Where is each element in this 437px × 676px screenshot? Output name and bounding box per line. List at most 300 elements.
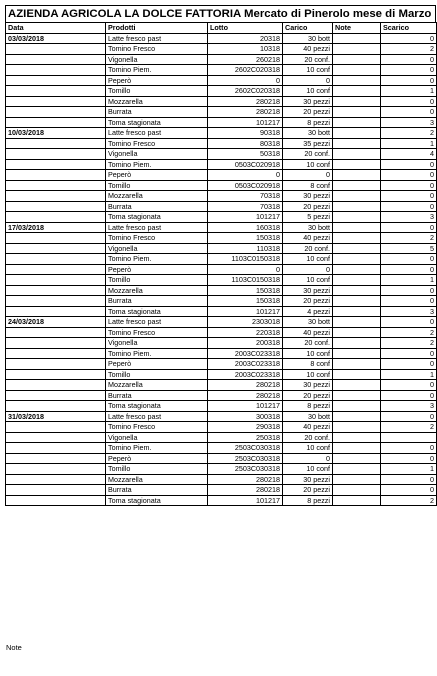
scarico-cell: 0 [381,317,437,328]
date-cell [6,453,106,464]
table-row [6,180,437,191]
lotto-cell: 280218 [208,380,283,391]
carico-cell: 20 pezzi [283,107,333,118]
carico-cell: 40 pezzi [283,422,333,433]
lotto-cell: 0503C020918 [208,159,283,170]
carico-cell: 20 conf. [283,432,333,443]
note-cell [333,338,381,349]
scarico-cell: 0 [381,75,437,86]
note-cell [333,474,381,485]
product-cell: Burrata [106,201,208,212]
product-cell: Mozzarella [106,380,208,391]
scarico-cell: 1 [381,464,437,475]
table-row [6,359,437,370]
product-cell: Mozzarella [106,191,208,202]
carico-cell: 10 conf [283,254,333,265]
date-cell [6,306,106,317]
lotto-cell: 1103C0150318 [208,275,283,286]
inventory-table [5,22,437,506]
carico-cell: 4 pezzi [283,306,333,317]
lotto-cell: 101217 [208,212,283,223]
product-cell: Tomillo [106,86,208,97]
carico-cell: 0 [283,264,333,275]
note-cell [333,159,381,170]
note-cell [333,348,381,359]
product-cell: Toma stagionata [106,495,208,506]
product-cell: Tomino Fresco [106,327,208,338]
carico-cell: 30 bott [283,317,333,328]
table-row [6,422,437,433]
product-cell: Tomino Piem. [106,443,208,454]
lotto-cell: 10318 [208,44,283,55]
carico-cell: 20 pezzi [283,390,333,401]
date-cell [6,44,106,55]
note-cell [333,285,381,296]
note-cell [333,359,381,370]
product-cell: Tomino Fresco [106,138,208,149]
lotto-cell: 2503C030318 [208,443,283,454]
scarico-cell: 0 [381,33,437,44]
scarico-cell: 5 [381,243,437,254]
table-row [6,44,437,55]
note-cell [333,254,381,265]
carico-cell: 8 pezzi [283,495,333,506]
carico-cell: 0 [283,170,333,181]
table-row [6,485,437,496]
note-cell [333,44,381,55]
header-lotto: Lotto [208,23,283,34]
table-row [6,369,437,380]
table-row [6,128,437,139]
note-cell [333,327,381,338]
note-cell [333,117,381,128]
table-row [6,453,437,464]
header-scarico: Scarico [381,23,437,34]
product-cell: Latte fresco past [106,222,208,233]
scarico-cell: 0 [381,264,437,275]
table-row [6,233,437,244]
date-cell [6,390,106,401]
lotto-cell: 2503C030318 [208,453,283,464]
carico-cell: 30 bott [283,222,333,233]
date-cell: 24/03/2018 [6,317,106,328]
date-cell [6,338,106,349]
date-cell [6,191,106,202]
note-cell [333,33,381,44]
scarico-cell: 0 [381,201,437,212]
note-cell [333,422,381,433]
date-cell [6,285,106,296]
date-cell [6,212,106,223]
carico-cell: 8 pezzi [283,401,333,412]
product-cell: Burrata [106,390,208,401]
scarico-cell: 0 [381,485,437,496]
date-cell [6,254,106,265]
note-cell [333,149,381,160]
scarico-cell: 0 [381,65,437,76]
carico-cell: 8 conf [283,359,333,370]
lotto-cell: 280218 [208,474,283,485]
lotto-cell: 150318 [208,285,283,296]
carico-cell: 10 conf [283,65,333,76]
sheet-title: AZIENDA AGRICOLA LA DOLCE FATTORIA Mercato di Pinerolo mese di Marzo [5,5,436,22]
date-cell: 03/03/2018 [6,33,106,44]
scarico-cell: 0 [381,159,437,170]
table-row [6,264,437,275]
product-cell: Tomillo [106,275,208,286]
scarico-cell [381,432,437,443]
table-row [6,33,437,44]
lotto-cell: 101217 [208,401,283,412]
table-row [6,191,437,202]
table-row [6,474,437,485]
scarico-cell: 2 [381,422,437,433]
spreadsheet [5,5,436,506]
note-cell [333,65,381,76]
lotto-cell: 260218 [208,54,283,65]
table-row [6,243,437,254]
carico-cell: 10 conf [283,159,333,170]
header-carico: Carico [283,23,333,34]
date-cell [6,422,106,433]
carico-cell: 30 bott [283,33,333,44]
product-cell: Latte fresco past [106,33,208,44]
table-row [6,464,437,475]
date-cell [6,75,106,86]
carico-cell: 30 bott [283,128,333,139]
scarico-cell: 0 [381,359,437,370]
carico-cell: 5 pezzi [283,212,333,223]
product-cell: Tomino Piem. [106,65,208,76]
date-cell [6,348,106,359]
lotto-cell: 90318 [208,128,283,139]
note-cell [333,180,381,191]
lotto-cell: 101217 [208,117,283,128]
date-cell [6,359,106,370]
table-row [6,117,437,128]
scarico-cell: 2 [381,338,437,349]
note-cell [333,128,381,139]
product-cell: Vigonella [106,432,208,443]
date-cell [6,149,106,160]
table-row [6,317,437,328]
carico-cell: 8 pezzi [283,117,333,128]
lotto-cell: 0 [208,75,283,86]
note-cell [333,443,381,454]
note-cell [333,317,381,328]
scarico-cell: 0 [381,390,437,401]
product-cell: Mozzarella [106,96,208,107]
note-cell [333,243,381,254]
carico-cell: 20 pezzi [283,485,333,496]
note-cell [333,212,381,223]
table-row [6,159,437,170]
scarico-cell: 4 [381,149,437,160]
lotto-cell: 0 [208,264,283,275]
scarico-cell: 0 [381,453,437,464]
carico-cell: 30 pezzi [283,285,333,296]
header-row [6,23,437,34]
carico-cell: 0 [283,75,333,86]
date-cell [6,443,106,454]
product-cell: Tomino Piem. [106,159,208,170]
scarico-cell: 2 [381,233,437,244]
date-cell [6,159,106,170]
note-cell [333,96,381,107]
lotto-cell: 2503C030318 [208,464,283,475]
table-row [6,212,437,223]
date-cell [6,170,106,181]
carico-cell: 30 pezzi [283,191,333,202]
carico-cell: 20 conf. [283,338,333,349]
lotto-cell: 250318 [208,432,283,443]
date-cell [6,180,106,191]
table-row [6,306,437,317]
note-cell [333,306,381,317]
note-cell [333,107,381,118]
product-cell: Vigonella [106,338,208,349]
product-cell: Tomillo [106,464,208,475]
note-cell [333,380,381,391]
lotto-cell: 1103C0150318 [208,254,283,265]
product-cell: Latte fresco past [106,317,208,328]
date-cell [6,327,106,338]
scarico-cell: 0 [381,296,437,307]
header-note: Note [333,23,381,34]
date-cell: 10/03/2018 [6,128,106,139]
lotto-cell: 300318 [208,411,283,422]
note-cell [333,453,381,464]
product-cell: Tomino Fresco [106,422,208,433]
carico-cell: 40 pezzi [283,327,333,338]
table-row [6,86,437,97]
table-row [6,338,437,349]
table-row [6,401,437,412]
scarico-cell: 0 [381,180,437,191]
carico-cell: 35 pezzi [283,138,333,149]
scarico-cell: 1 [381,86,437,97]
product-cell: Latte fresco past [106,411,208,422]
scarico-cell: 1 [381,275,437,286]
lotto-cell: 2003C023318 [208,348,283,359]
scarico-cell: 0 [381,54,437,65]
scarico-cell: 3 [381,212,437,223]
carico-cell: 0 [283,453,333,464]
product-cell: Peperò [106,453,208,464]
carico-cell: 10 conf [283,369,333,380]
header-data: Data [6,23,106,34]
product-cell: Burrata [106,296,208,307]
scarico-cell: 0 [381,191,437,202]
carico-cell: 20 pezzi [283,296,333,307]
carico-cell: 20 conf. [283,243,333,254]
product-cell: Peperò [106,170,208,181]
product-cell: Vigonella [106,243,208,254]
date-cell [6,54,106,65]
note-cell [333,401,381,412]
lotto-cell: 0 [208,170,283,181]
note-cell [333,390,381,401]
scarico-cell: 1 [381,369,437,380]
date-cell [6,117,106,128]
scarico-cell: 0 [381,443,437,454]
product-cell: Mozzarella [106,285,208,296]
date-cell [6,380,106,391]
lotto-cell: 2003C023318 [208,369,283,380]
product-cell: Burrata [106,107,208,118]
lotto-cell: 101217 [208,495,283,506]
lotto-cell: 20318 [208,33,283,44]
carico-cell: 30 pezzi [283,96,333,107]
table-row [6,296,437,307]
product-cell: Toma stagionata [106,117,208,128]
footer-note: Note [6,643,22,652]
product-cell: Vigonella [106,149,208,160]
date-cell [6,107,106,118]
product-cell: Vigonella [106,54,208,65]
note-cell [333,369,381,380]
note-cell [333,170,381,181]
scarico-cell: 3 [381,401,437,412]
note-cell [333,485,381,496]
scarico-cell: 1 [381,138,437,149]
scarico-cell: 3 [381,117,437,128]
product-cell: Tomino Fresco [106,233,208,244]
scarico-cell: 0 [381,96,437,107]
carico-cell: 10 conf [283,443,333,454]
date-cell: 31/03/2018 [6,411,106,422]
table-row [6,107,437,118]
product-cell: Tomillo [106,180,208,191]
table-row [6,432,437,443]
product-cell: Tomino Piem. [106,348,208,359]
note-cell [333,86,381,97]
lotto-cell: 80318 [208,138,283,149]
scarico-cell: 0 [381,285,437,296]
product-cell: Peperò [106,359,208,370]
table-row [6,411,437,422]
note-cell [333,222,381,233]
lotto-cell: 280218 [208,107,283,118]
lotto-cell: 150318 [208,296,283,307]
date-cell [6,65,106,76]
scarico-cell: 0 [381,170,437,181]
carico-cell: 8 conf [283,180,333,191]
date-cell [6,296,106,307]
product-cell: Burrata [106,485,208,496]
carico-cell: 10 conf [283,275,333,286]
carico-cell: 30 pezzi [283,380,333,391]
date-cell [6,86,106,97]
table-row [6,285,437,296]
scarico-cell: 0 [381,380,437,391]
carico-cell: 10 conf [283,86,333,97]
product-cell: Peperò [106,75,208,86]
scarico-cell: 2 [381,128,437,139]
table-row [6,170,437,181]
note-cell [333,495,381,506]
table-row [6,138,437,149]
table-row [6,222,437,233]
date-cell [6,264,106,275]
product-cell: Peperò [106,264,208,275]
table-row [6,65,437,76]
carico-cell: 20 conf. [283,54,333,65]
note-cell [333,233,381,244]
date-cell: 17/03/2018 [6,222,106,233]
product-cell: Tomillo [106,369,208,380]
note-cell [333,411,381,422]
product-cell: Mozzarella [106,474,208,485]
lotto-cell: 2003C023318 [208,359,283,370]
product-cell: Toma stagionata [106,401,208,412]
product-cell: Toma stagionata [106,306,208,317]
lotto-cell: 280218 [208,390,283,401]
carico-cell: 10 conf [283,464,333,475]
scarico-cell: 0 [381,474,437,485]
lotto-cell: 220318 [208,327,283,338]
lotto-cell: 200318 [208,338,283,349]
table-row [6,75,437,86]
note-cell [333,75,381,86]
note-cell [333,191,381,202]
product-cell: Tomino Fresco [106,44,208,55]
scarico-cell: 3 [381,306,437,317]
note-cell [333,275,381,286]
note-cell [333,264,381,275]
note-cell [333,138,381,149]
table-row [6,443,437,454]
table-row [6,348,437,359]
scarico-cell: 0 [381,348,437,359]
date-cell [6,401,106,412]
lotto-cell: 50318 [208,149,283,160]
table-row [6,327,437,338]
carico-cell: 40 pezzi [283,44,333,55]
date-cell [6,243,106,254]
scarico-cell: 0 [381,222,437,233]
date-cell [6,495,106,506]
date-cell [6,464,106,475]
note-cell [333,296,381,307]
lotto-cell: 0503C020918 [208,180,283,191]
header-prodotti: Prodotti [106,23,208,34]
table-row [6,275,437,286]
scarico-cell: 2 [381,495,437,506]
table-row [6,380,437,391]
lotto-cell: 160318 [208,222,283,233]
scarico-cell: 0 [381,411,437,422]
lotto-cell: 70318 [208,191,283,202]
note-cell [333,432,381,443]
date-cell [6,432,106,443]
note-cell [333,54,381,65]
table-row [6,96,437,107]
lotto-cell: 290318 [208,422,283,433]
note-cell [333,201,381,212]
date-cell [6,96,106,107]
date-cell [6,138,106,149]
scarico-cell: 0 [381,254,437,265]
note-cell [333,464,381,475]
lotto-cell: 110318 [208,243,283,254]
table-row [6,54,437,65]
carico-cell: 40 pezzi [283,233,333,244]
lotto-cell: 101217 [208,306,283,317]
date-cell [6,369,106,380]
date-cell [6,233,106,244]
product-cell: Tomino Piem. [106,254,208,265]
